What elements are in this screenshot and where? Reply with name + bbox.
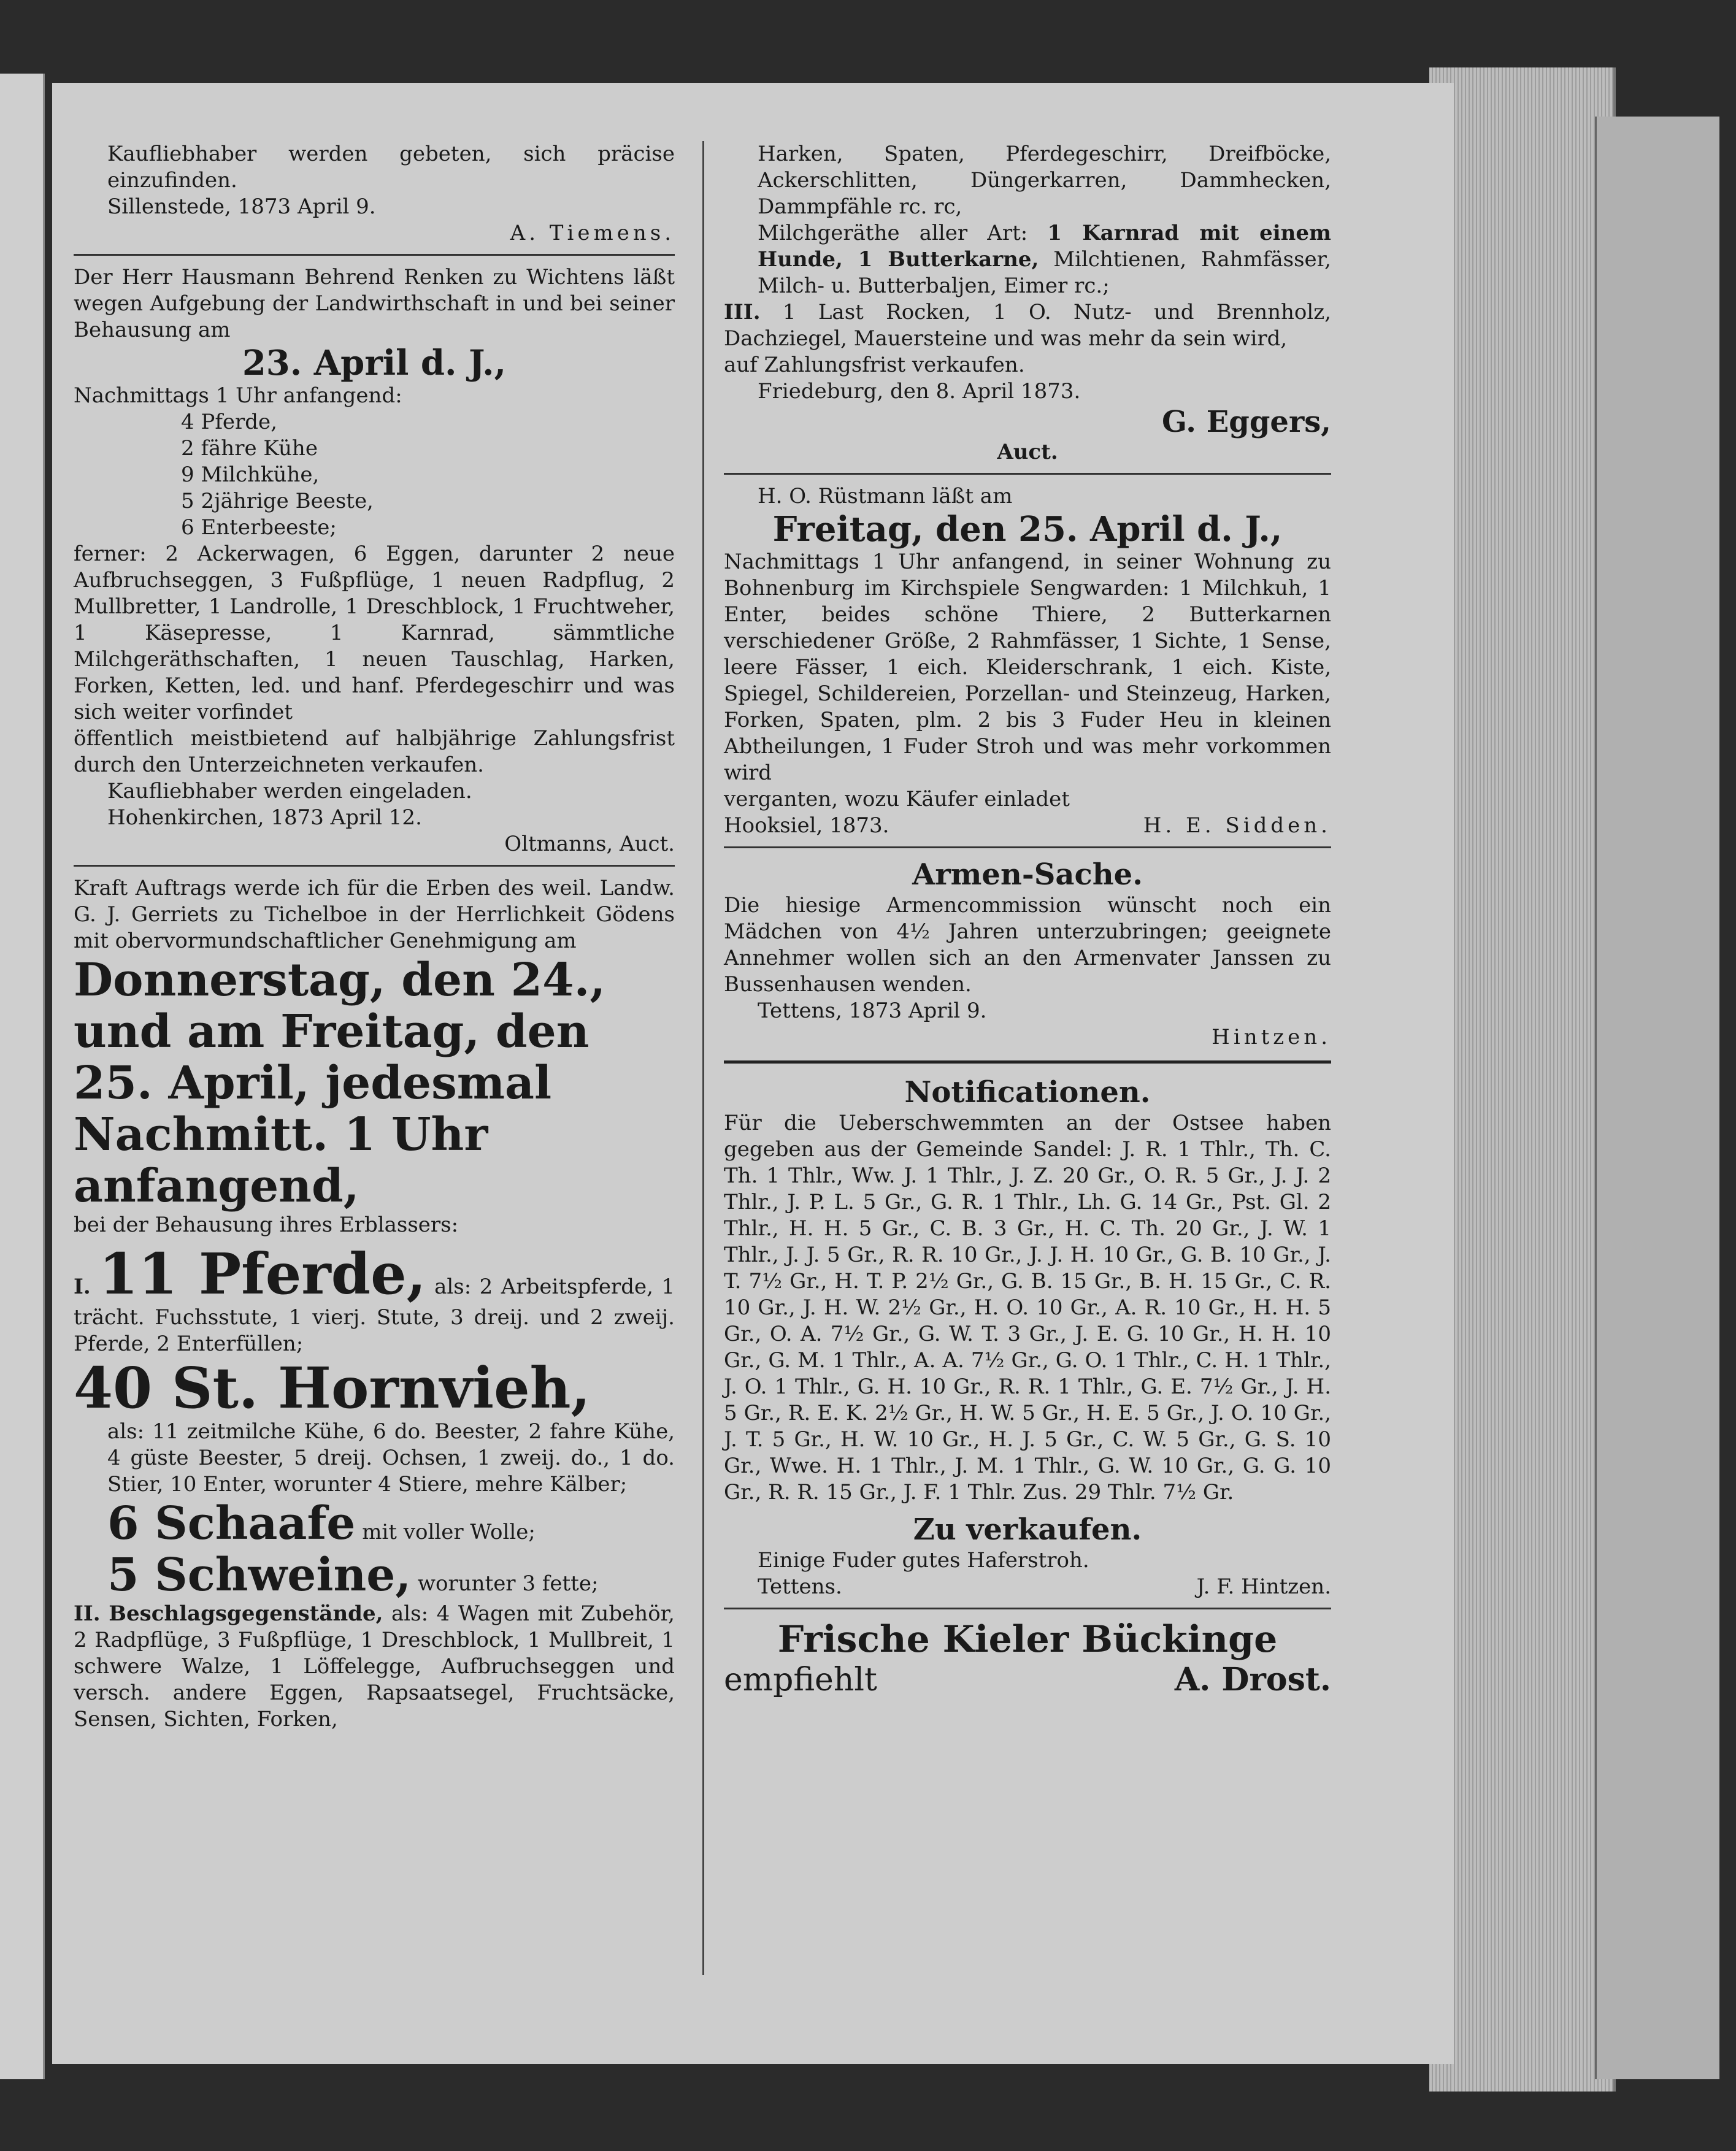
ad-bueckinge <box>724 1618 1331 1699</box>
signature: Oltmanns, Auct. <box>504 832 675 856</box>
section-number: III. <box>724 300 761 324</box>
ad-sale-terms: auf Zahlungsfrist verkaufen. <box>724 353 1025 377</box>
list-item: 6 Enterbeeste; <box>181 515 337 540</box>
section-text: als: 2 Arbeitspferde, 1 trächt. Fuchsstute, 1 vierj. Stute, 3 dreij. und 2 zweij. Pferde, 2 Enterfüllen; <box>74 1275 675 1356</box>
ad-text-bold: 1 Karnrad mit einem Hunde, 1 Butterkarne, <box>758 221 1331 272</box>
section-text: worunter 3 fette; <box>417 1571 599 1596</box>
section-title: 6 Schaafe <box>107 1497 356 1550</box>
ad-zu-verkaufen <box>724 1512 1331 1600</box>
section-title: 5 Schweine, <box>107 1549 412 1601</box>
ad-notificationen <box>724 1075 1331 1506</box>
ad-intro: Der Herr Hausmann Behrend Renken zu Wichtens läßt wegen Aufgebung der Landwirthschaft in und bei seiner Behausung am <box>74 265 675 342</box>
right-column <box>724 141 1331 1699</box>
signature: H. E. Sidden. <box>1143 813 1331 838</box>
signature-title: Auct. <box>997 440 1058 464</box>
section-title: 11 Pferde, <box>99 1241 426 1307</box>
ad-armen-sache <box>724 857 1331 1051</box>
signature: A. Drost. <box>1174 1661 1331 1698</box>
left-column <box>74 141 675 1733</box>
ad-headline: Donnerstag, den 24., und am Freitag, den 25. April, jedesmal Nachmitt. 1 Uhr anfangend, <box>74 954 606 1213</box>
ad-intro: H. O. Rüstmann läßt am <box>758 484 1013 508</box>
section-title: 40 St. Hornvieh, <box>74 1355 591 1421</box>
ad-text: Für die Ueberschwemmten an der Ostsee haben gegeben aus der Gemeinde Sandel: J. R. 1 Thlr., Th. C. Th. 1 Thlr., Ww. J. 1 Thlr., J. Z. 20 Gr., O. R. 5 Gr., J. J. 2 Thlr., J. P. L. 5 Gr., G. R. 1 Thlr., Lh. G. 14 Gr., Pst. Gl. 2 Thlr., H. H. 5 Gr., C. B. 3 Gr., H. C. Th. 20 Gr., J. W. 1 Thlr., J. J. 5 Gr., R. R. 10 Gr., J. J. H. 10 Gr., G. B. 10 Gr., J. T. 7½ Gr., H. T. P. 2½ Gr., G. B. 15 Gr., B. H. 15 Gr., C. R. 10 Gr., J. H. W. 2½ Gr., H. O. 10 Gr., A. R. 10 Gr., H. H. 5 Gr., O. A. 7½ Gr., G. W. T. 3 Gr., J. E. G. 10 Gr., H. H. 10 Gr., G. M. 1 Thlr., A. A. 7½ Gr., G. O. 1 Thlr., C. H. 1 Thlr., J. O. 1 Thlr., G. H. 10 Gr., R. R. 1 Thlr., G. E. 7½ Gr., J. H. 5 Gr., R. E. K. 2½ Gr., H. W. 5 Gr., H. E. 5 Gr., J. O. 10 Gr., J. T. 5 Gr., H. W. 10 Gr., H. J. 5 Gr., C. W. 5 Gr., G. S. 10 Gr., Wwe. H. 1 Thlr., J. M. 1 Thlr., G. W. 10 Gr., G. G. 10 Gr., R. R. 15 Gr., J. F. 1 Thlr. Zus. 29 Thlr. 7½ Gr. <box>724 1111 1331 1505</box>
column-divider <box>702 141 704 1975</box>
divider <box>724 1060 1331 1064</box>
list-item: 4 Pferde, <box>181 410 277 434</box>
ad-date: 23. April d. J., <box>242 343 507 383</box>
previous-page-edge <box>0 74 45 2079</box>
place-date: Friedeburg, den 8. April 1873. <box>758 379 1081 404</box>
ad-title: Notificationen. <box>904 1075 1151 1110</box>
ad-text: Milchgeräthe aller Art: <box>758 221 1028 245</box>
section-title: Beschlagsgegenstände, <box>109 1601 383 1626</box>
section-text: 1 Last Rocken, 1 O. Nutz- und Brennholz, Dachziegel, Mauersteine und was mehr da sein wird, <box>724 300 1331 351</box>
list-item: 5 2jährige Beeste, <box>181 489 374 513</box>
ad-tiemens <box>74 141 675 247</box>
ad-text: Milchtienen, Rahmfässer, Milch- u. Butterbaljen, Eimer rc.; <box>758 247 1331 298</box>
ad-further-items: ferner: 2 Ackerwagen, 6 Eggen, darunter 2 neue Aufbruchseggen, 3 Fußpflüge, 1 neuen Radpflug, 2 Mullbretter, 1 Landrolle, 1 Dreschblock, 1 Fruchtweher, 1 Käsepresse, 1 Karnrad, sämmtliche Milchgeräthschaften, 1 neuen Tauschlag, Harken, Forken, Ketten, led. und hanf. Pferdegeschirr und was sich weiter vorfindet <box>74 542 675 724</box>
ad-text: Einige Fuder gutes Haferstroh. <box>758 1548 1089 1573</box>
ad-title: Armen-Sache. <box>912 857 1143 892</box>
signature: G. Eggers, <box>1162 405 1331 439</box>
ad-text: Kaufliebhaber werden gebeten, sich präcise einzufinden. <box>107 142 675 193</box>
place-date: Sillenstede, 1873 April 9. <box>107 194 376 219</box>
ad-intro: Kraft Auftrags werde ich für die Erben des weil. Landw. G. J. Gerriets zu Tichelboe in der Herrlichkeit Gödens mit obervormundschaftlicher Genehmigung am <box>74 876 675 953</box>
place-date: Tettens, 1873 April 9. <box>758 999 987 1023</box>
signature: A. Tiemens. <box>510 221 675 245</box>
ad-text: Nachmittags 1 Uhr anfangend, in seiner Wohnung zu Bohnenburg im Kirchspiele Sengwarden: 1 Milchkuh, 1 Enter, beides schöne Thiere, 2 Butterkarnen verschiedener Größe, 2 Rahmfässer, 1 Sichte, 1 Sense, leere Fässer, 1 eich. Kleiderschrank, 1 eich. Kiste, Spiegel, Schildereien, Porzellan- und Steinzeug, Harken, Forken, Spaten, plm. 2 bis 3 Fuder Heu in kleinen Abtheilungen, 1 Fuder Stroh und was mehr vorkommen wird <box>724 550 1331 785</box>
ad-text: Die hiesige Armencommission wünscht noch ein Mädchen von 4½ Jahren unterzubringen; geeignete Annehmer wollen sich an den Armenvater Janssen zu Bussenhausen wenden. <box>724 893 1331 997</box>
ad-title: Zu verkaufen. <box>913 1513 1142 1547</box>
ad-gerriets <box>74 875 675 1733</box>
book-page-stack <box>1429 67 1616 2092</box>
section-text: als: 11 zeitmilche Kühe, 6 do. Beester, 2 fahre Kühe, 4 güste Beester, 5 dreij. Ochsen, 1 zweij. do., 1 do. Stier, 10 Enter, worunter 4 Stiere, mehre Kälber; <box>107 1419 675 1497</box>
section-number: II. <box>74 1601 101 1626</box>
ad-title: Frische Kieler Bückinge <box>777 1618 1278 1661</box>
divider <box>74 865 675 867</box>
place: Tettens. <box>758 1574 842 1599</box>
ad-time: Nachmittags 1 Uhr anfangend: <box>74 383 402 408</box>
ad-text: empfiehlt <box>724 1662 877 1698</box>
signature: J. F. Hintzen. <box>1196 1574 1331 1599</box>
ad-renken <box>74 264 675 857</box>
place-date: Hohenkirchen, 1873 April 12. <box>107 805 422 830</box>
divider <box>724 846 1331 848</box>
section-text: als: 4 Wagen mit Zubehör, 2 Radpflüge, 3 Fußpflüge, 1 Dreschblock, 1 Mullbreit, 1 schwere Walze, 1 Löffelegge, Aufbruchseggen und versch. andere Eggen, Rapsaatsegel, Fruchtsäcke, Sensen, Sichten, Forken, <box>74 1601 675 1731</box>
ad-eggers-continued <box>724 141 1331 466</box>
book-cover-edge <box>1595 117 1719 2079</box>
ad-closing: verganten, wozu Käufer einladet <box>724 787 1070 811</box>
list-item: 2 fähre Kühe <box>181 436 318 461</box>
section-number: I. <box>74 1275 91 1299</box>
signature: Hintzen. <box>1212 1025 1331 1049</box>
ad-sale-terms: öffentlich meistbietend auf halbjährige Zahlungsfrist durch den Unterzeichneten verkaufen. <box>74 726 675 777</box>
ad-ruestmann <box>724 483 1331 839</box>
ad-date: Freitag, den 25. April d. J., <box>772 509 1283 550</box>
ad-text: Harken, Spaten, Pferdegeschirr, Dreifböcke, Ackerschlitten, Düngerkarren, Dammhecken, Dammpfähle rc. rc, <box>758 142 1331 219</box>
ad-invite: Kaufliebhaber werden eingeladen. <box>107 779 472 803</box>
section-text: mit voller Wolle; <box>362 1520 536 1544</box>
divider <box>724 1608 1331 1609</box>
ad-place: bei der Behausung ihres Erblassers: <box>74 1213 459 1237</box>
divider <box>724 473 1331 475</box>
list-item: 9 Milchkühe, <box>181 462 320 487</box>
place-date: Hooksiel, 1873. <box>724 813 889 838</box>
divider <box>74 254 675 256</box>
